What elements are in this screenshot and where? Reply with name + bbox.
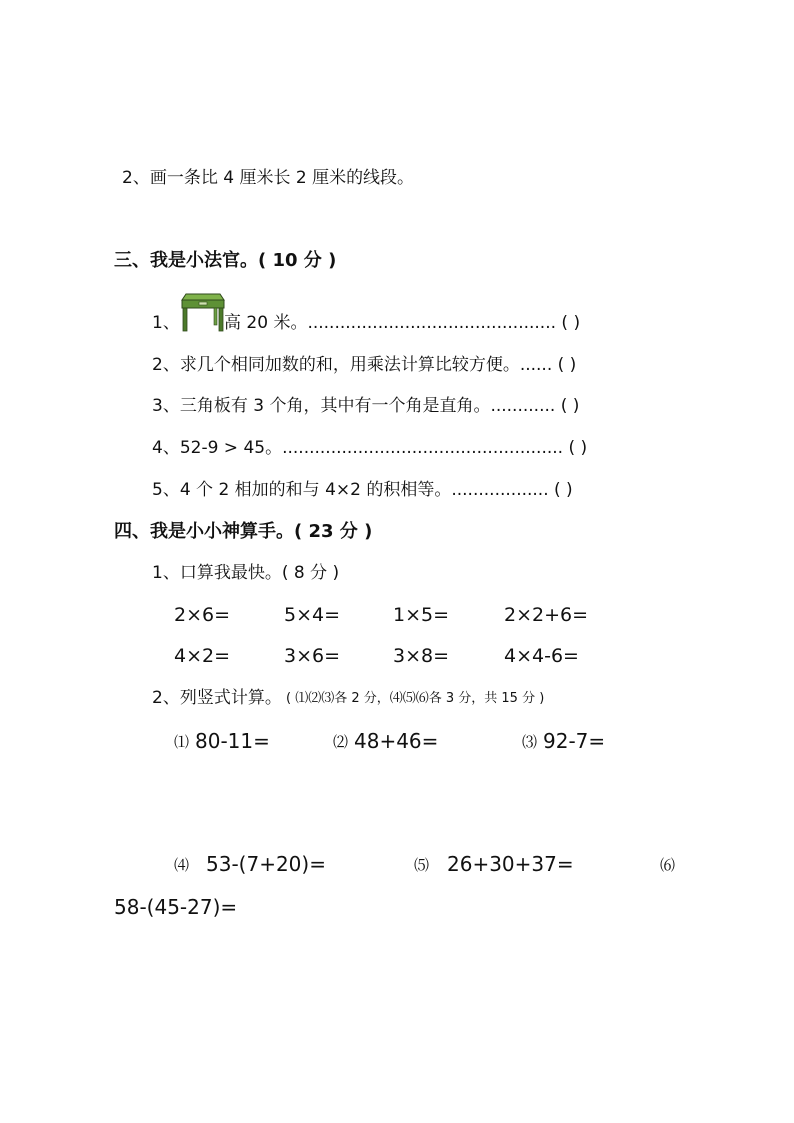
problem-number: ⑴	[174, 733, 190, 751]
vertical-problem: 48+46=	[354, 729, 439, 753]
section-4-heading: 四、我是小小神算手。( 23 分 )	[114, 521, 373, 542]
vertical-problem: 53-(7+20)=	[206, 852, 326, 876]
vertical-problem: 58-(45-27)=	[114, 895, 238, 919]
vertical-calc-note: ( ⑴⑵⑶各 2 分，⑷⑸⑹各 3 分，共 15 分 )	[286, 691, 545, 706]
problem-number: ⑵	[333, 733, 349, 751]
vertical-calc-title: 2、列竖式计算。	[152, 688, 282, 708]
oral-calc-title: 1、口算我最快。( 8 分 )	[152, 563, 340, 583]
oral-problem: 2×2+6=	[504, 604, 589, 626]
problem-number: ⑷	[174, 856, 190, 874]
judge-item-4: 4、52-9 > 45。.................................................... ( )	[152, 438, 588, 458]
oral-problem: 3×6=	[284, 645, 341, 667]
vertical-problem: 26+30+37=	[447, 852, 574, 876]
problem-number: ⑹	[660, 856, 676, 874]
oral-problem: 4×2=	[174, 645, 231, 667]
green-desk-icon	[180, 286, 226, 332]
vertical-problem: 80-11=	[195, 729, 270, 753]
oral-problem: 4×4-6=	[504, 645, 579, 667]
oral-problem: 1×5=	[393, 604, 450, 626]
judge-item-1-number: 1、	[152, 313, 180, 333]
section-3-heading: 三、我是小法官。( 10 分 )	[114, 250, 337, 271]
judge-item-5: 5、4 个 2 相加的和与 4×2 的积相等。.................. ( )	[152, 480, 573, 500]
oral-problem: 5×4=	[284, 604, 341, 626]
vertical-problem: 92-7=	[543, 729, 606, 753]
oral-problem: 2×6=	[174, 604, 231, 626]
problem-number: ⑶	[522, 733, 538, 751]
judge-item-2: 2、求几个相同加数的和，用乘法计算比较方便。...... ( )	[152, 355, 577, 375]
judge-item-1-text: 高 20 米。.............................................. ( )	[224, 313, 581, 333]
judge-item-3: 3、三角板有 3 个角，其中有一个角是直角。............ ( )	[152, 396, 580, 416]
problem-number: ⑸	[414, 856, 430, 874]
oral-problem: 3×8=	[393, 645, 450, 667]
question-2-2: 2、画一条比 4 厘米长 2 厘米的线段。	[122, 168, 415, 188]
